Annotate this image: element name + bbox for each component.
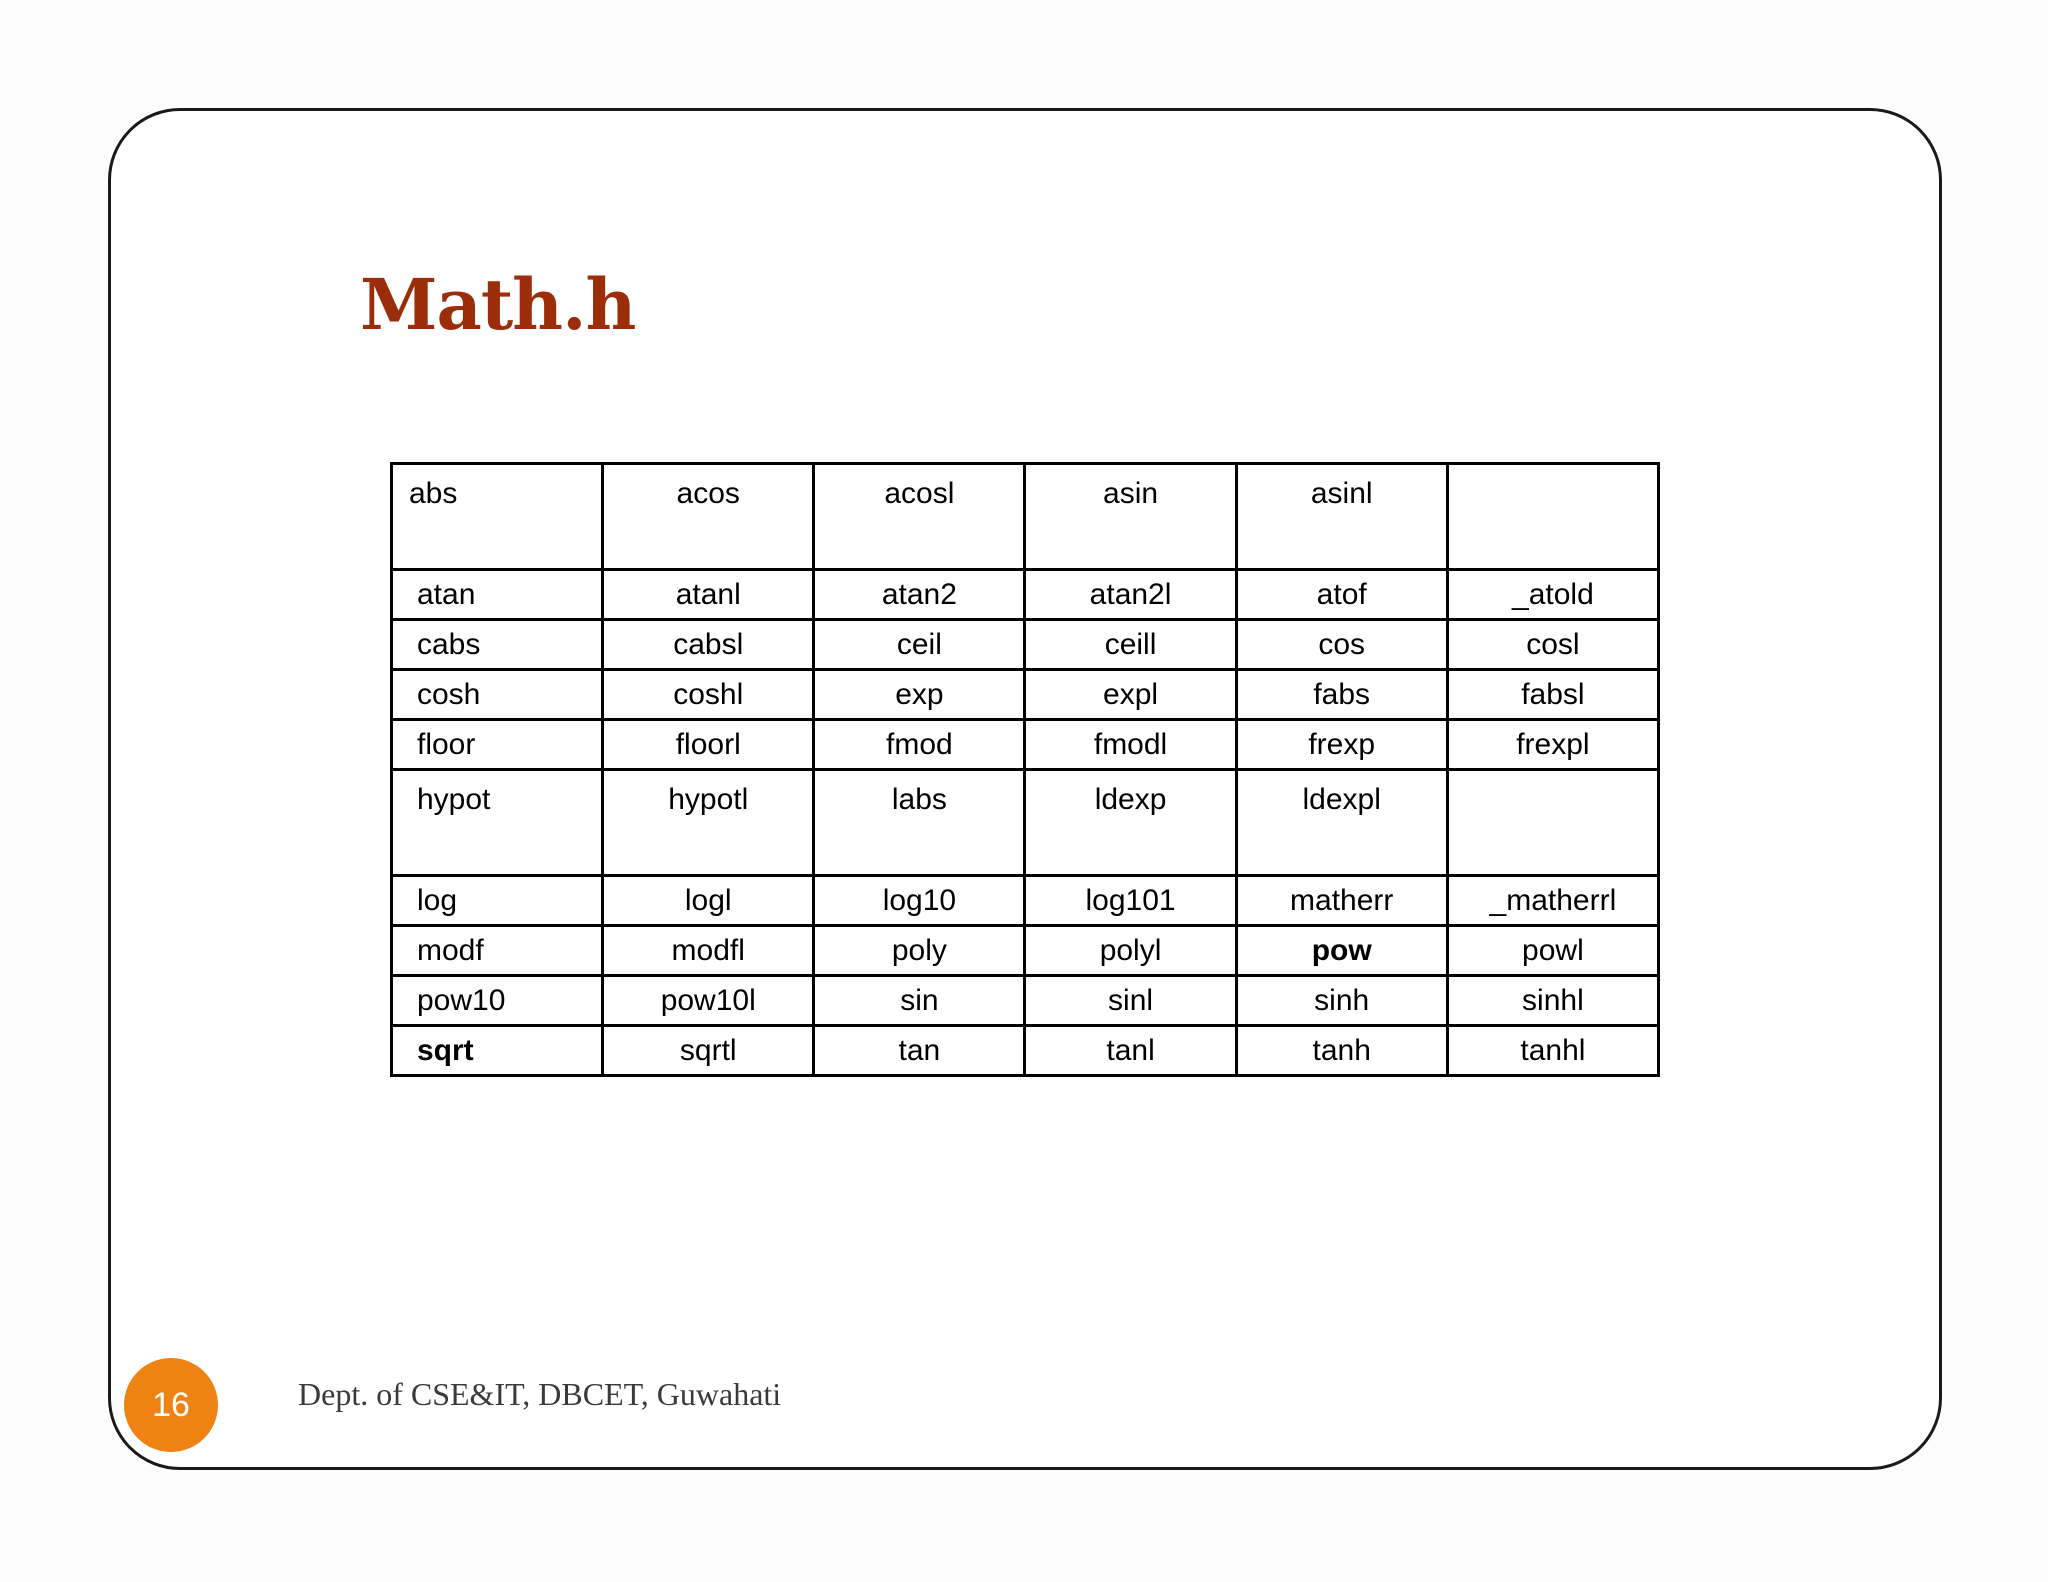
table-cell: powl xyxy=(1447,926,1658,976)
table-cell: coshl xyxy=(603,670,814,720)
table-cell: atan2l xyxy=(1025,570,1236,620)
table-cell: sinl xyxy=(1025,976,1236,1026)
table-cell: logl xyxy=(603,876,814,926)
table-cell: atanl xyxy=(603,570,814,620)
table-row xyxy=(392,570,1659,620)
table-row xyxy=(392,720,1659,770)
table-cell: pow10l xyxy=(603,976,814,1026)
table-cell: _atold xyxy=(1447,570,1658,620)
table-row xyxy=(392,770,1659,876)
table-cell: pow10 xyxy=(392,976,603,1026)
table-cell: ldexpl xyxy=(1236,770,1447,876)
table-cell: atan xyxy=(392,570,603,620)
table-row xyxy=(392,670,1659,720)
table-cell: cosh xyxy=(392,670,603,720)
table-cell: cabs xyxy=(392,620,603,670)
table-cell: fabs xyxy=(1236,670,1447,720)
table-cell: expl xyxy=(1025,670,1236,720)
table-cell: sinhl xyxy=(1447,976,1658,1026)
table-cell: abs xyxy=(392,464,603,570)
table-cell: sqrtl xyxy=(603,1026,814,1076)
table-cell: log10 xyxy=(814,876,1025,926)
table-row xyxy=(392,976,1659,1026)
table-cell xyxy=(1447,464,1658,570)
table-cell: _matherrl xyxy=(1447,876,1658,926)
table-cell: polyl xyxy=(1025,926,1236,976)
table-cell: atan2 xyxy=(814,570,1025,620)
table-cell xyxy=(1447,770,1658,876)
table-cell: sinh xyxy=(1236,976,1447,1026)
table-cell: poly xyxy=(814,926,1025,976)
table-cell: cos xyxy=(1236,620,1447,670)
table-cell: log101 xyxy=(1025,876,1236,926)
footer-text: Dept. of CSE&IT, DBCET, Guwahati xyxy=(298,1376,782,1412)
table-cell: fmod xyxy=(814,720,1025,770)
page-number-badge: 16 xyxy=(124,1358,218,1452)
table-cell-highlighted: sqrt xyxy=(392,1026,603,1076)
table-cell: tanhl xyxy=(1447,1026,1658,1076)
table-cell: asin xyxy=(1025,464,1236,570)
table-cell: hypot xyxy=(392,770,603,876)
table-cell: labs xyxy=(814,770,1025,876)
slide-title: Math.h xyxy=(360,263,636,346)
table-cell: cosl xyxy=(1447,620,1658,670)
table-row xyxy=(392,926,1659,976)
table-cell: frexpl xyxy=(1447,720,1658,770)
table-row xyxy=(392,1026,1659,1076)
table-cell: acos xyxy=(603,464,814,570)
table-cell: modf xyxy=(392,926,603,976)
table-cell: matherr xyxy=(1236,876,1447,926)
table-cell: tanh xyxy=(1236,1026,1447,1076)
table-cell: ceill xyxy=(1025,620,1236,670)
table-cell: exp xyxy=(814,670,1025,720)
table-cell: tan xyxy=(814,1026,1025,1076)
table-cell: floorl xyxy=(603,720,814,770)
table-cell: ceil xyxy=(814,620,1025,670)
table-cell: frexp xyxy=(1236,720,1447,770)
table-cell: atof xyxy=(1236,570,1447,620)
table-cell: sin xyxy=(814,976,1025,1026)
table-cell: ldexp xyxy=(1025,770,1236,876)
table-row xyxy=(392,876,1659,926)
table-cell: floor xyxy=(392,720,603,770)
table-cell: fabsl xyxy=(1447,670,1658,720)
table-cell: hypotl xyxy=(603,770,814,876)
table-row xyxy=(392,620,1659,670)
table-cell: log xyxy=(392,876,603,926)
table-cell: asinl xyxy=(1236,464,1447,570)
table-cell: tanl xyxy=(1025,1026,1236,1076)
table-cell: modfl xyxy=(603,926,814,976)
math-functions-table xyxy=(390,462,1660,1077)
table-cell: acosl xyxy=(814,464,1025,570)
table-cell: fmodl xyxy=(1025,720,1236,770)
table-cell: cabsl xyxy=(603,620,814,670)
table-cell-highlighted: pow xyxy=(1236,926,1447,976)
table-row xyxy=(392,464,1659,570)
